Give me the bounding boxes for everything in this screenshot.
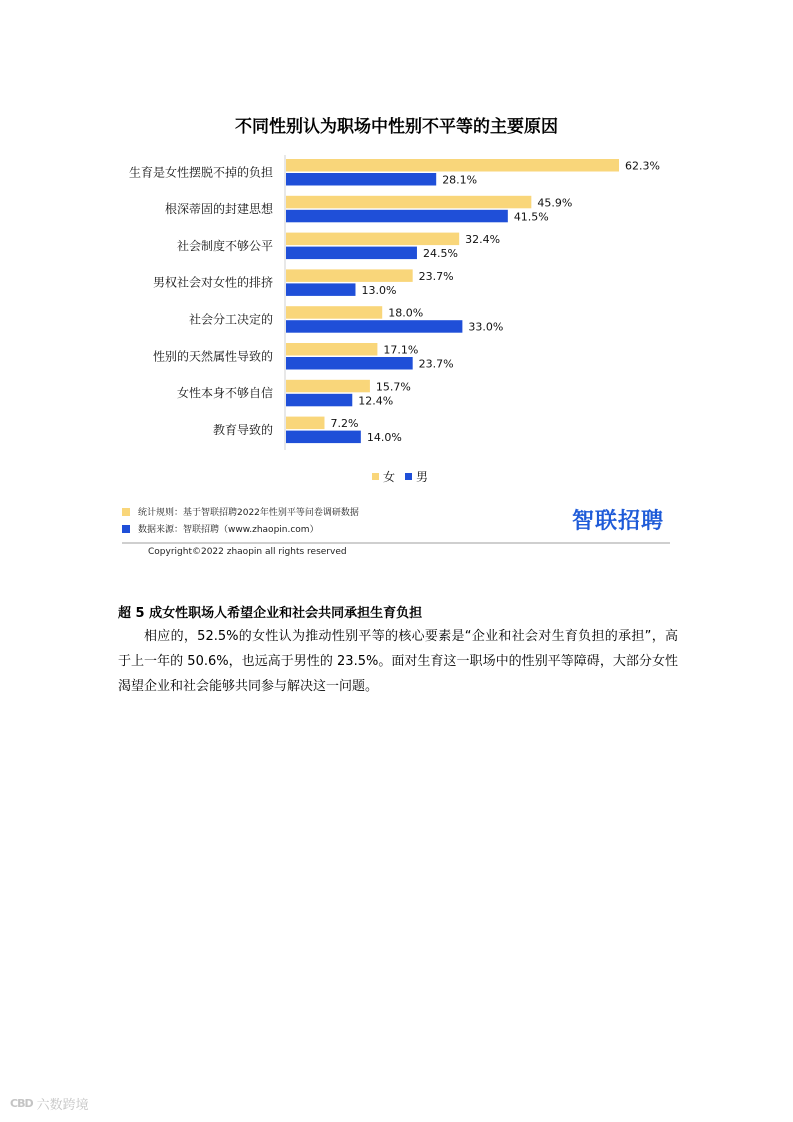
footer-source-square <box>122 525 130 533</box>
bar-male <box>286 173 436 186</box>
footer-rule-text: 统计规则：基于智联招聘2022年性别平等问卷调研数据 <box>138 508 359 518</box>
data-label-male: 13.0% <box>361 283 397 297</box>
bar-male <box>286 210 508 223</box>
legend-label-female: 女 <box>383 470 396 484</box>
data-label-male: 14.0% <box>366 431 402 445</box>
bar-chart <box>0 0 793 460</box>
watermark-logo: CBD <box>10 1097 33 1110</box>
legend-swatch-female <box>372 473 379 480</box>
chart-legend <box>372 468 428 485</box>
chart-footer <box>122 498 670 544</box>
bar-female <box>286 343 377 356</box>
bar-male <box>286 247 417 260</box>
data-label-female: 7.2% <box>330 417 359 431</box>
footer-rule-row <box>122 505 359 518</box>
bar-female <box>286 159 619 172</box>
data-label-female: 32.4% <box>465 233 501 247</box>
category-label: 性别的天然属性导致的 <box>152 349 273 364</box>
bar-female <box>286 380 370 393</box>
bar-male <box>286 394 352 407</box>
data-label-female: 18.0% <box>388 306 424 320</box>
category-label: 男权社会对女性的排挤 <box>152 275 273 290</box>
watermark-text: 六数跨境 <box>36 1098 89 1113</box>
bar-male <box>286 320 462 333</box>
bar-female <box>286 233 459 246</box>
bar-female <box>286 269 413 282</box>
bar-male <box>286 283 355 296</box>
category-label: 生育是女性摆脱不掉的负担 <box>128 165 273 180</box>
copyright-text: Copyright©2022 zhaopin all rights reserved <box>148 547 347 557</box>
category-label: 社会分工决定的 <box>188 312 273 327</box>
footer-source-text: 数据来源：智联招聘（www.zhaopin.com） <box>138 525 319 535</box>
data-label-male: 23.7% <box>418 357 454 371</box>
category-label: 根深蒂固的封建思想 <box>164 202 273 217</box>
body-paragraph: 相应的，52.5%的女性认为推动性别平等的核心要素是“企业和社会对生育负担的承担”，高于上一年的 50.6%，也远高于男性的 23.5%。面对生育这一职场中的性别平等障碍，大部分女性渴望企业和社会能够共同参与解决这一问题。 <box>118 629 678 694</box>
data-label-female: 17.1% <box>383 343 419 357</box>
chart-title: 不同性别认为职场中性别不平等的主要原因 <box>235 117 558 137</box>
data-label-male: 33.0% <box>468 320 504 334</box>
data-label-male: 28.1% <box>442 173 478 187</box>
section-heading: 超 5 成女性职场人希望企业和社会共同承担生育负担 <box>118 606 423 621</box>
legend-item-male <box>405 468 428 485</box>
bar-male <box>286 431 361 444</box>
legend-item-female <box>372 468 395 485</box>
legend-swatch-male <box>405 473 412 480</box>
bar-male <box>286 357 413 370</box>
data-label-female: 15.7% <box>375 380 411 394</box>
legend-label-male: 男 <box>416 470 429 484</box>
data-label-female: 62.3% <box>625 159 660 173</box>
bar-female <box>286 196 531 209</box>
data-label-male: 41.5% <box>513 210 549 224</box>
footer-source-row <box>122 522 319 535</box>
watermark <box>10 1094 89 1113</box>
data-label-female: 23.7% <box>418 269 454 283</box>
footer-divider <box>122 542 670 544</box>
footer-rule-square <box>122 508 130 516</box>
category-label: 社会制度不够公平 <box>176 238 273 253</box>
bar-female <box>286 417 324 430</box>
data-label-male: 24.5% <box>422 247 458 261</box>
data-label-female: 45.9% <box>537 196 573 210</box>
category-label: 女性本身不够自信 <box>176 386 273 401</box>
bar-female <box>286 306 382 319</box>
brand-logo: 智联招聘 <box>571 509 664 534</box>
category-label: 教育导致的 <box>212 422 273 437</box>
data-label-male: 12.4% <box>358 394 394 408</box>
